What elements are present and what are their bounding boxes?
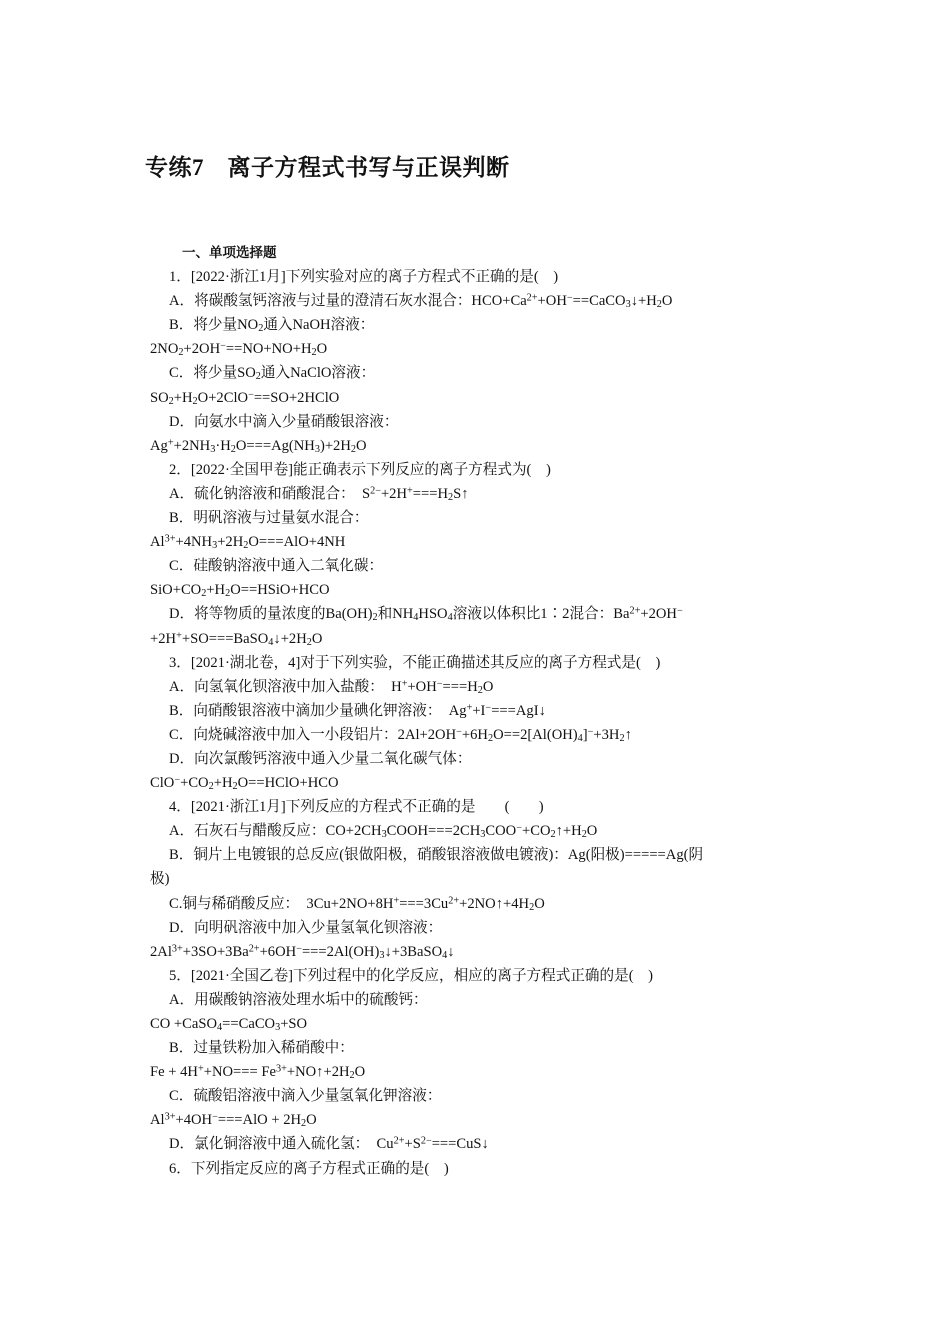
option-line: D．向氨水中滴入少量硝酸银溶液： bbox=[169, 413, 399, 430]
section-heading: 一、单项选择题 bbox=[182, 245, 277, 260]
question-stem: 6．下列指定反应的离子方程式正确的是( ) bbox=[169, 1160, 449, 1177]
option-line: C．将少量$SO_2$通入NaClO溶液： bbox=[169, 365, 376, 383]
question-line-list bbox=[150, 265, 880, 1181]
option-line: C．硫酸铝溶液中滴入少量氢氧化钾溶液： bbox=[169, 1088, 442, 1105]
option-line: B．将少量$NO_2$通入NaOH溶液： bbox=[169, 317, 375, 335]
option-line: A．向氢氧化钡溶液中加入盐酸： $H^++OH^-===H_2O$ bbox=[169, 678, 494, 696]
question-stem: 1．[2022·浙江1月]下列实验对应的离子方程式不正确的是( ) bbox=[169, 269, 559, 286]
option-line: A．用碳酸钠溶液处理水垢中的硫酸钙： bbox=[169, 991, 428, 1008]
question-stem: 2．[2022·全国甲卷]能正确表示下列反应的离子方程式为( ) bbox=[169, 461, 551, 478]
equation-line: $ClO^-+CO_2+H_2O==HClO+HCO$ bbox=[150, 774, 339, 793]
option-line: D．向次氯酸钙溶液中通入少量二氧化碳气体： bbox=[169, 750, 472, 767]
question-stem: 5．[2021·全国乙卷]下列过程中的化学反应，相应的离子方程式正确的是( ) bbox=[169, 967, 654, 984]
equation-line: $Al^{3+}+4NH_3+2H_2O===AlO+4NH$ bbox=[150, 533, 346, 552]
option-line: C.铜与稀硝酸反应： $3Cu+2NO+8H^+===3Cu^{2+}+2NO↑+4H_2O$ bbox=[169, 895, 545, 913]
equation-line: $Fe + 4H^++NO=== Fe^{3+}+NO↑+2H_2O$ bbox=[150, 1063, 366, 1082]
equation-line: $Ag^++2NH_3\cdot H_2O===Ag(NH_3)+2H_2O$ bbox=[150, 437, 367, 455]
equation-line: $+2H^++SO===BaSO_4↓+2H_2O$ bbox=[150, 630, 323, 648]
question-body bbox=[150, 241, 880, 1181]
option-line: B．明矾溶液与过量氨水混合： bbox=[169, 510, 369, 527]
equation-line: $2NO_2+2OH^-==NO+NO+H_2O$ bbox=[150, 340, 328, 359]
question-stem: 3．[2021·湖北卷，4]对于下列实验，不能正确描述其反应的离子方程式是( ) bbox=[169, 654, 661, 671]
equation-line: $2Al^{3+}+3SO+3Ba^{2+}+6OH^-===2Al(OH)_3↓+3BaSO_4↓$ bbox=[150, 943, 455, 961]
option-line: D．将等物质的量浓度的$Ba(OH)_2$和$NH_4HSO_4$溶液以体积比1∶2混合：$Ba^{2+}+2OH^-$ bbox=[169, 605, 683, 624]
option-line: A．硫化钠溶液和硝酸混合： $S^{2-}+2H^+===H_2S↑$ bbox=[169, 485, 469, 504]
page-title: 专练7 离子方程式书写与正误判断 bbox=[145, 155, 510, 180]
equation-line: CO +CaSO$_4$==CaCO$_3$+SO bbox=[150, 1016, 308, 1034]
option-line: D．氯化铜溶液中通入硫化氢： $Cu^{2+}+S^{2-}===CuS↓$ bbox=[169, 1135, 489, 1153]
equation-line: 极) bbox=[150, 871, 170, 888]
question-stem: 4．[2021·浙江1月]下列反应的方程式不正确的是 ( ) bbox=[169, 799, 544, 816]
option-line: C．向烧碱溶液中加入一小段铝片：$2Al+2OH^-+6H_2O==2[Al(OH)_4]^-+3H_2↑$ bbox=[169, 726, 632, 745]
option-line: A．将碳酸氢钙溶液与过量的澄清石灰水混合：$HCO+Ca^{2+}+OH^-==CaCO_3↓+H_2O$ bbox=[169, 292, 673, 311]
option-line: B．铜片上电镀银的总反应(银做阳极，硝酸银溶液做电镀液)：Ag(阳极)=====Ag(阴 bbox=[169, 847, 704, 864]
option-line: C．硅酸钠溶液中通入二氧化碳： bbox=[169, 558, 384, 575]
equation-line: $Al^{3+}+4OH^-===AlO + 2H_2O$ bbox=[150, 1111, 317, 1130]
option-line: B．向硝酸银溶液中滴加少量碘化钾溶液： Ag++I−===AgI↓ bbox=[169, 702, 546, 719]
option-line: B．过量铁粉加入稀硝酸中： bbox=[169, 1040, 354, 1057]
equation-line: $SiO+CO_2+H_2O==HSiO+HCO$ bbox=[150, 582, 330, 600]
option-line: A．石灰石与醋酸反应：$CO+2CH_3COOH===2CH_3COO^-+CO_2↑+H_2O$ bbox=[169, 822, 598, 841]
equation-line: $SO_2+H_2O+2ClO^-==SO+2HClO$ bbox=[150, 389, 340, 407]
option-line: D．向明矾溶液中加入少量氢氧化钡溶液： bbox=[169, 919, 443, 936]
